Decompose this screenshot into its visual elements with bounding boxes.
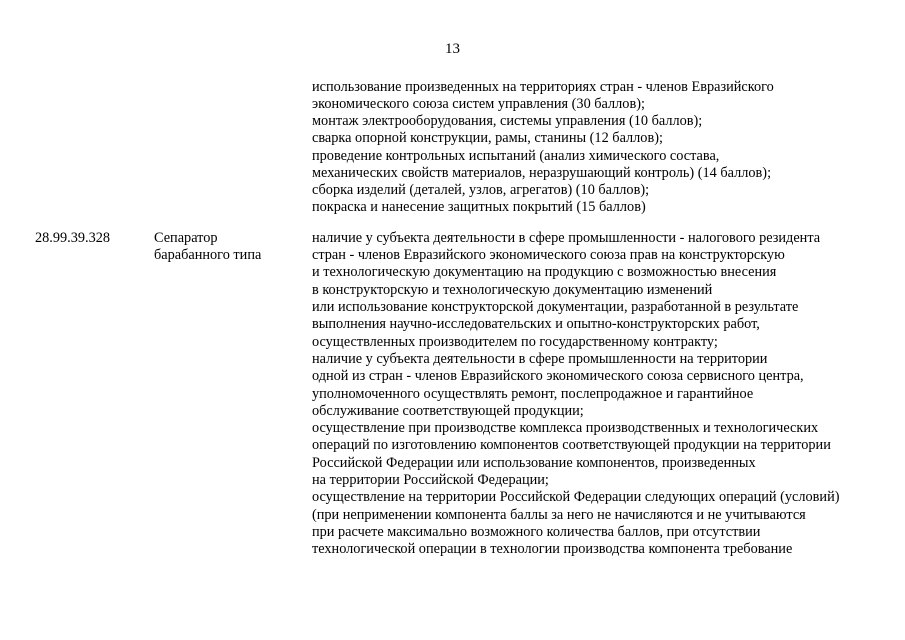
requirement-line: осуществленных производителем по государственному контракту; bbox=[312, 334, 718, 350]
product-name-line: барабанного типа bbox=[154, 247, 262, 263]
continuation-line: экономического союза систем управления (30 баллов); bbox=[312, 96, 645, 112]
requirement-line: операций по изготовлению компонентов соответствующей продукции на территории bbox=[312, 437, 831, 453]
requirement-line: осуществление при производстве комплекса производственных и технологических bbox=[312, 420, 819, 436]
requirement-line: стран - членов Евразийского экономического союза прав на конструкторскую bbox=[312, 247, 785, 263]
requirement-line: и технологическую документацию на продукцию с возможностью внесения bbox=[312, 264, 777, 280]
requirement-line: осуществление на территории Российской Федерации следующих операций (условий) bbox=[312, 489, 840, 505]
requirement-line: (при неприменении компонента баллы за него не начисляются и не учитываются bbox=[312, 507, 806, 523]
requirement-line: технологической операции в технологии производства компонента требование bbox=[312, 541, 793, 557]
product-name-line: Сепаратор bbox=[154, 230, 218, 246]
okpd-code: 28.99.39.328 bbox=[35, 230, 111, 246]
continuation-line: использование произведенных на территориях стран - членов Евразийского bbox=[312, 79, 774, 95]
requirement-line: наличие у субъекта деятельности в сфере промышленности на территории bbox=[312, 351, 768, 367]
requirement-line: выполнения научно-исследовательских и опытно-конструкторских работ, bbox=[312, 316, 760, 332]
requirement-line: или использование конструкторской документации, разработанной в результате bbox=[312, 299, 799, 315]
continuation-line: сварка опорной конструкции, рамы, станины (12 баллов); bbox=[312, 130, 663, 146]
continuation-line: монтаж электрооборудования, системы управления (10 баллов); bbox=[312, 113, 703, 129]
requirement-line: в конструкторскую и технологическую документацию изменений bbox=[312, 282, 713, 298]
requirement-line: при расчете максимально возможного количества баллов, при отсутствии bbox=[312, 524, 761, 540]
continuation-line: сборка изделий (деталей, узлов, агрегатов) (10 баллов); bbox=[312, 182, 650, 198]
requirement-line: обслуживание соответствующей продукции; bbox=[312, 403, 584, 419]
requirement-line: Российской Федерации или использование компонентов, произведенных bbox=[312, 455, 756, 471]
continuation-line: покраска и нанесение защитных покрытий (15 баллов) bbox=[312, 199, 646, 215]
requirement-line: наличие у субъекта деятельности в сфере промышленности - налогового резидента bbox=[312, 230, 821, 246]
requirement-line: на территории Российской Федерации; bbox=[312, 472, 549, 488]
page-number: 13 bbox=[445, 41, 460, 57]
requirement-line: одной из стран - членов Евразийского экономического союза сервисного центра, bbox=[312, 368, 804, 384]
continuation-line: проведение контрольных испытаний (анализ химического состава, bbox=[312, 148, 720, 164]
continuation-line: механических свойств материалов, неразрушающий контроль) (14 баллов); bbox=[312, 165, 772, 181]
requirement-line: уполномоченного осуществлять ремонт, послепродажное и гарантийное bbox=[312, 386, 754, 402]
